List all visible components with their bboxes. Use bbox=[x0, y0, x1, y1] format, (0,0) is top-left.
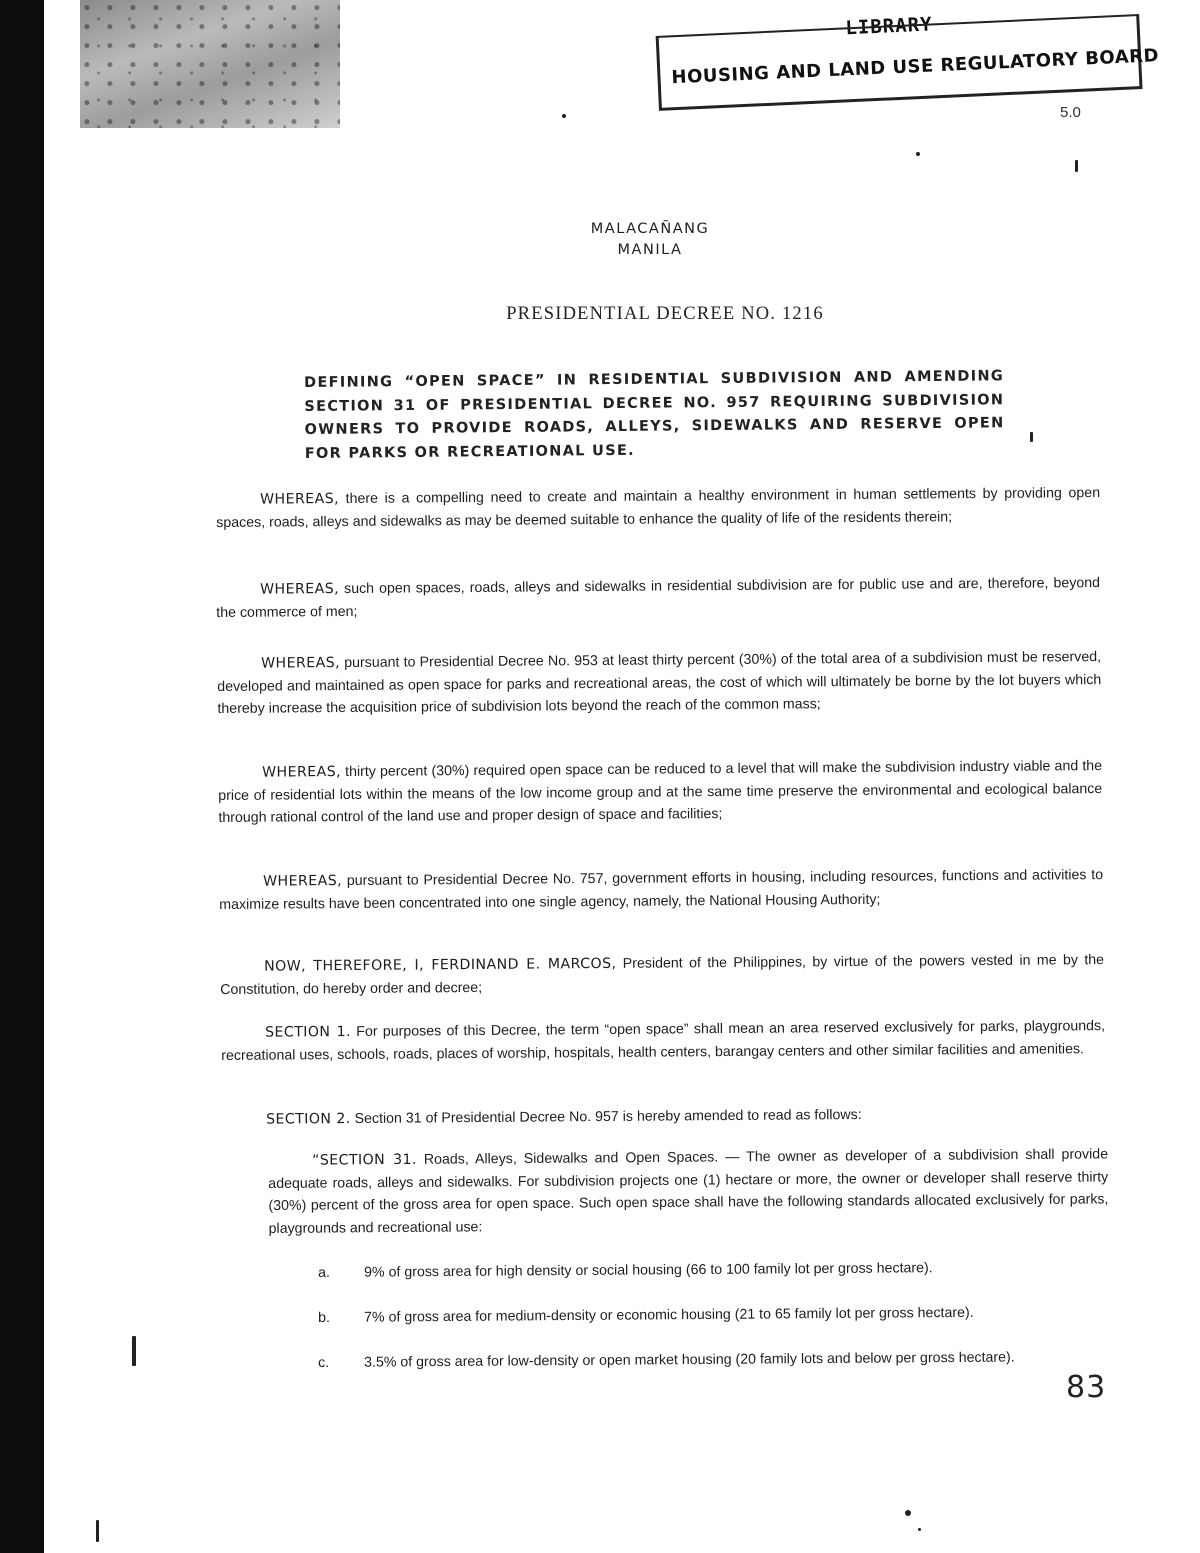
scan-speck bbox=[96, 1520, 99, 1542]
paragraph-text: For purposes of this Decree, the term “open space” shall mean an area reserved exclusively for parks, playgrounds, recreational uses, schools, roads, places of worship, hospitals, health centers, barangay centers and other similar facilities and amenities. bbox=[221, 1018, 1106, 1064]
stamp-number: 5.0 bbox=[1060, 104, 1081, 121]
paragraph-lead: WHEREAS, bbox=[261, 655, 341, 672]
paragraph-text: Section 31 of Presidential Decree No. 957 is hereby amended to read as follows: bbox=[350, 1106, 862, 1127]
paragraph-now-therefore bbox=[220, 949, 1104, 1001]
scan-smudge bbox=[80, 0, 340, 128]
scan-speck bbox=[562, 114, 566, 118]
list-item-text: 9% of gross area for high density or social housing (66 to 100 family lot per gross hectare). bbox=[364, 1260, 933, 1281]
paragraph-text: pursuant to Presidential Decree No. 757, government efforts in housing, including resources, functions and activities to maximize results have been concentrated into one single agency, namely, the National Housing Authority; bbox=[219, 867, 1104, 913]
paragraph-whereas-2 bbox=[216, 572, 1100, 624]
paragraph-text: Roads, Alleys, Sidewalks and Open Spaces. — The owner as developer of a subdivision shall provide adequate roads, alleys and sidewalks. For subdivision projects one (1) hectare or more, the owner or developer shall reserve thirty (30%) percent of the gross area for open space. Such open space shall have the following standards allocated exclusively for parks, playgrounds and recreational use: bbox=[268, 1146, 1109, 1237]
list-item-b bbox=[318, 1301, 1078, 1326]
paragraph-text: President of the Philippines, by virtue of the powers vested in me by the Constitution, do hereby order and decree; bbox=[220, 952, 1105, 998]
paragraph-lead: “SECTION 31. bbox=[312, 1151, 417, 1169]
paragraph-lead: SECTION 2. bbox=[266, 1110, 351, 1128]
paragraph-lead: WHEREAS, bbox=[260, 491, 340, 508]
paragraph-lead: WHEREAS, bbox=[260, 581, 340, 598]
library-stamp bbox=[655, 0, 1160, 114]
list-item-letter: a. bbox=[318, 1264, 330, 1281]
scan-speck bbox=[1030, 432, 1033, 442]
paragraph-text: pursuant to Presidential Decree No. 953 at least thirty percent (30%) of the total area of a subdivision must be reserved, developed and maintained as open space for parks and recreational areas, the cost of which will ultimately be borne by the lot buyers which thereby increase the acquisition price of subdivision lots beyond the reach of the common mass; bbox=[217, 649, 1102, 717]
stamp-library-label: LIBRARY bbox=[844, 13, 933, 40]
stamp-agency-label: HOUSING AND LAND USE REGULATORY BOARD bbox=[671, 45, 1160, 89]
paragraph-section-1 bbox=[221, 1015, 1105, 1067]
list-item-letter: b. bbox=[318, 1309, 330, 1326]
paragraph-lead: WHEREAS, bbox=[263, 873, 343, 890]
paragraph-lead: WHEREAS, bbox=[262, 764, 342, 781]
scan-speck bbox=[918, 1528, 921, 1531]
paragraph-text: there is a compelling need to create and maintain a healthy environment in human settlements by providing open spaces, roads, alleys and sidewalks as may be deemed suitable to enhance the quality of life of the residents therein; bbox=[216, 485, 1101, 531]
paragraph-whereas-3 bbox=[217, 646, 1102, 720]
scan-speck bbox=[132, 1336, 136, 1366]
scan-speck bbox=[916, 152, 920, 156]
paragraph-whereas-1 bbox=[216, 482, 1100, 534]
paragraph-text: such open spaces, roads, alleys and sidewalks in residential subdivision are for public use and are, therefore, beyond the commerce of men; bbox=[216, 575, 1101, 621]
paragraph-whereas-4 bbox=[218, 755, 1103, 829]
paragraph-lead: NOW, THEREFORE, I, FERDINAND E. MARCOS, bbox=[264, 955, 617, 975]
paragraph-section-2 bbox=[222, 1102, 1106, 1131]
list-item-text: 7% of gross area for medium-density or economic housing (21 to 65 family lot per gross hectare). bbox=[364, 1304, 974, 1326]
paragraph-text: thirty percent (30%) required open space can be reduced to a level that will make the subdivision industry viable and the price of residential lots within the means of the low income group and at the same time preserve the environmental and ecological balance through rational control of the land use and proper design of space and facilities; bbox=[218, 758, 1103, 826]
scan-left-edge bbox=[0, 0, 44, 1553]
list-item-letter: c. bbox=[318, 1354, 330, 1371]
list-item-a bbox=[318, 1256, 1078, 1281]
header-place-2: MANILA bbox=[617, 242, 683, 258]
paragraph-whereas-5 bbox=[219, 864, 1103, 916]
page-number: 83 bbox=[1066, 1370, 1107, 1405]
decree-subject: DEFINING “OPEN SPACE” IN RESIDENTIAL SUBDIVISION AND AMENDING SECTION 31 OF PRESIDENTIAL DECREE NO. 957 REQUIRING SUBDIVISION OWNERS TO PROVIDE ROADS, ALLEYS, SIDEWALKS AND RESERVE OPEN FOR PARKS OR RECREATIONAL USE. bbox=[304, 368, 1005, 462]
paragraph-lead: SECTION 1. bbox=[265, 1023, 352, 1041]
scan-speck bbox=[905, 1510, 911, 1516]
paragraph-section-31 bbox=[268, 1143, 1109, 1240]
header-place-1: MALACAÑANG bbox=[590, 221, 710, 237]
list-item-text: 3.5% of gross area for low-density or open market housing (20 family lots and below per gross hectare). bbox=[364, 1349, 1015, 1371]
list-item-c bbox=[318, 1346, 1078, 1371]
decree-title: PRESIDENTIAL DECREE NO. 1216 bbox=[506, 304, 824, 324]
scan-speck bbox=[1075, 160, 1078, 172]
